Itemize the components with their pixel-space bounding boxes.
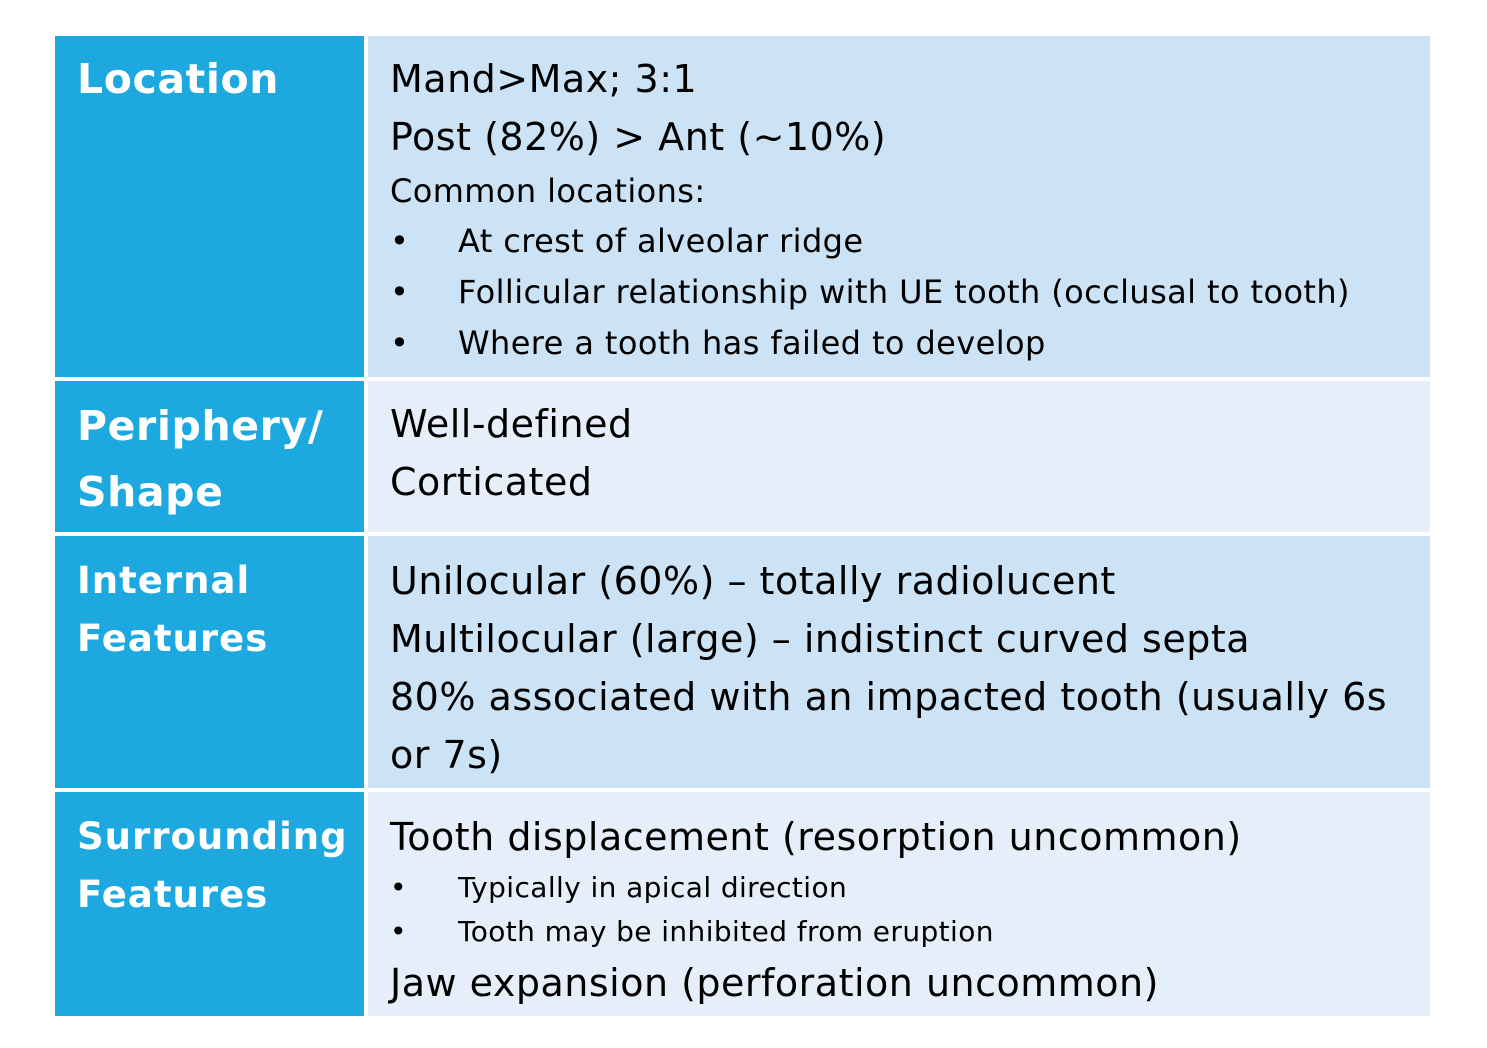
table-row-surrounding bbox=[55, 792, 1430, 1016]
list-item bbox=[390, 866, 1410, 910]
content-line: Post (82%) > Ant (~10%) bbox=[390, 115, 887, 159]
content-line: Corticated bbox=[390, 460, 593, 504]
list-item-text: Typically in apical direction bbox=[458, 871, 848, 904]
row-content-location bbox=[368, 36, 1430, 377]
bullet-list bbox=[390, 216, 1410, 369]
bullet-icon: • bbox=[390, 871, 407, 904]
list-item bbox=[390, 267, 1410, 318]
bullet-icon: • bbox=[390, 222, 410, 260]
content-line: Jaw expansion (perforation uncommon) bbox=[390, 961, 1159, 1005]
row-header-surrounding: Surrounding Features bbox=[55, 792, 368, 1016]
row-content-internal bbox=[368, 536, 1430, 788]
list-item bbox=[390, 318, 1410, 369]
list-item-text: Where a tooth has failed to develop bbox=[458, 324, 1046, 362]
content-line: Well-defined bbox=[390, 402, 633, 446]
bullet-list bbox=[390, 866, 1410, 954]
bullet-icon: • bbox=[390, 915, 407, 948]
bullet-icon: • bbox=[390, 324, 410, 362]
row-header-location: Location bbox=[55, 36, 368, 377]
list-item-text: Tooth may be inhibited from eruption bbox=[458, 915, 994, 948]
row-content-surrounding bbox=[368, 792, 1430, 1016]
content-line: Mand>Max; 3:1 bbox=[390, 57, 698, 101]
content-line: Unilocular (60%) – totally radiolucent bbox=[390, 559, 1116, 603]
table-row-periphery bbox=[55, 381, 1430, 536]
content-sublabel: Common locations: bbox=[390, 172, 706, 210]
content-line: Multilocular (large) – indistinct curved septa bbox=[390, 617, 1251, 661]
list-item-text: At crest of alveolar ridge bbox=[458, 222, 864, 260]
content-line: 80% associated with an impacted tooth (usually 6s or 7s) bbox=[390, 675, 1388, 777]
content-line: Tooth displacement (resorption uncommon) bbox=[390, 815, 1242, 859]
radiographic-features-table bbox=[55, 36, 1430, 1016]
row-header-internal: Internal Features bbox=[55, 536, 368, 788]
table-row-location bbox=[55, 36, 1430, 381]
list-item bbox=[390, 216, 1410, 267]
list-item bbox=[390, 910, 1410, 954]
row-content-periphery bbox=[368, 381, 1430, 532]
row-header-periphery: Periphery/ Shape bbox=[55, 381, 368, 532]
bullet-icon: • bbox=[390, 273, 410, 311]
table-row-internal bbox=[55, 536, 1430, 792]
list-item-text: Follicular relationship with UE tooth (occlusal to tooth) bbox=[458, 273, 1350, 311]
